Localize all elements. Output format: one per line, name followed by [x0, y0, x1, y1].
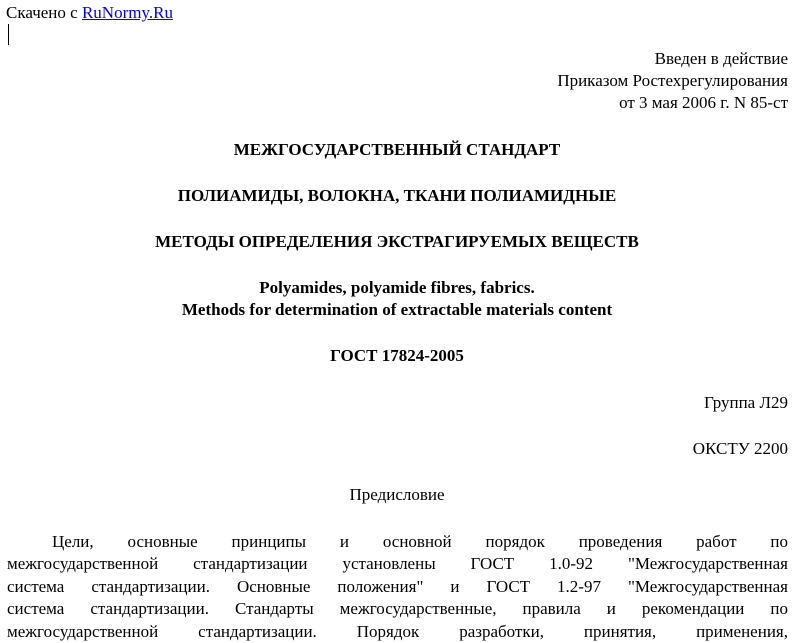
- methods-title: МЕТОДЫ ОПРЕДЕЛЕНИЯ ЭКСТРАГИРУЕМЫХ ВЕЩЕСТВ: [155, 232, 639, 251]
- runormy-link[interactable]: RuNormy.Ru: [81, 3, 173, 22]
- foreword-paragraph: [7, 531, 788, 643]
- text-cursor: [8, 24, 9, 45]
- foreword-line: Цели, основные принципы и основной порядок проведения работ по: [52, 532, 788, 551]
- foreword-line: межгосударственной стандартизации установлены ГОСТ 1.0-92 "Межгосударственная: [7, 554, 788, 574]
- oksty-code: ОКСТУ 2200: [692, 439, 788, 458]
- enactment-line-2: Приказом Ростехрегулирования: [557, 71, 788, 90]
- standard-type-title: МЕЖГОСУДАРСТВЕННЫЙ СТАНДАРТ: [233, 140, 561, 159]
- download-prefix: Скачено с: [6, 3, 82, 22]
- foreword-line: межгосударственной стандартизации. Порядок разработки, принятия, применения,: [7, 621, 788, 641]
- english-title-line-2: Methods for determination of extractable materials content: [181, 300, 613, 319]
- subject-title: ПОЛИАМИДЫ, ВОЛОКНА, ТКАНИ ПОЛИАМИДНЫЕ: [177, 186, 617, 205]
- foreword-line: система стандартизации. Стандарты межгосударственные, правила и рекомендации по: [7, 599, 788, 619]
- gost-number: ГОСТ 17824-2005: [330, 346, 464, 365]
- group-code: Группа Л29: [703, 393, 788, 412]
- download-source-line: [6, 3, 173, 23]
- enactment-line-3: от 3 мая 2006 г. N 85-ст: [619, 93, 788, 112]
- foreword-heading: Предисловие: [349, 485, 445, 504]
- foreword-line: система стандартизации. Основные положения" и ГОСТ 1.2-97 "Межгосударственная: [7, 576, 788, 596]
- enactment-line-1: Введен в действие: [654, 49, 788, 68]
- english-title-line-1: Polyamides, polyamide fibres, fabrics.: [259, 278, 535, 297]
